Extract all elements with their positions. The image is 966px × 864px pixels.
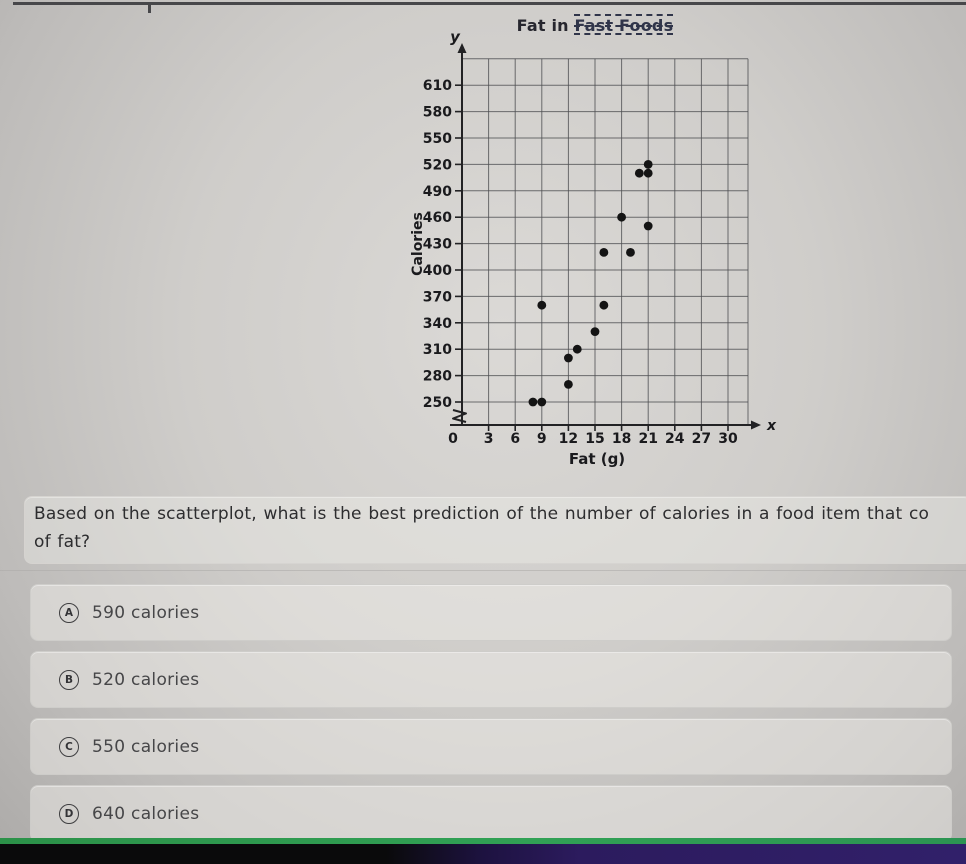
taskbar-fill (0, 844, 966, 864)
option-letter: D (64, 807, 74, 820)
answer-option-d[interactable] (30, 785, 952, 842)
x-axis-arrow (751, 421, 761, 430)
option-label: 550 calories (92, 736, 200, 757)
taskbar (0, 838, 966, 864)
y-tick-label: 400 (422, 263, 452, 279)
option-letter-badge (59, 603, 79, 623)
y-tick-label: 340 (422, 315, 452, 332)
chart-title-prefix: Fat in (516, 16, 575, 35)
y-tick-label: 550 (422, 131, 452, 147)
scatter-point (537, 301, 546, 310)
y-axis-title: Calories (410, 212, 426, 276)
y-tick-label: 460 (422, 210, 452, 227)
y-tick-label: 430 (422, 236, 452, 253)
answer-option-c[interactable] (30, 718, 952, 775)
option-letter: C (65, 740, 73, 753)
scatter-point (564, 380, 573, 389)
x-tick-label: 24 (665, 431, 685, 447)
scatter-point (644, 169, 653, 178)
chart-title (400, 16, 790, 35)
scatter-point (599, 248, 608, 257)
scatter-point (529, 398, 538, 407)
y-tick-label: 520 (422, 157, 452, 174)
option-letter-badge (59, 670, 79, 690)
option-letter: B (64, 673, 73, 686)
x-tick-label: 9 (536, 431, 547, 447)
x-tick-label: 30 (718, 431, 738, 447)
x-tick-label: 15 (585, 431, 605, 447)
x-axis-symbol: x (767, 418, 777, 434)
section-divider (0, 570, 966, 571)
question-line-2: of fat? (34, 532, 91, 552)
window-top-border (13, 2, 966, 5)
scatter-point (635, 169, 644, 178)
scatter-point (617, 213, 626, 222)
x-tick-label: 0 (448, 431, 458, 447)
scatterplot (400, 12, 790, 488)
chart-title-emphasis: Fast Foods (574, 16, 674, 35)
scatter-point (644, 160, 653, 169)
x-axis-title: Fat (g) (568, 450, 626, 468)
option-letter-badge (59, 804, 79, 824)
option-letter: A (64, 606, 74, 619)
y-tick-label: 370 (422, 289, 452, 306)
option-label: 590 calories (92, 602, 200, 623)
x-tick-label: 3 (483, 431, 494, 447)
option-label: 520 calories (92, 669, 200, 690)
question-block (24, 496, 966, 564)
x-tick-label: 27 (691, 431, 712, 447)
y-axis-symbol: y (450, 28, 460, 46)
answer-option-a[interactable] (30, 584, 952, 641)
x-tick-label: 12 (558, 431, 579, 447)
y-tick-label: 490 (422, 183, 452, 200)
axis-break-mark (453, 410, 466, 422)
answer-option-b[interactable] (30, 651, 952, 708)
scatter-point (626, 248, 635, 257)
scatter-point (537, 398, 546, 407)
option-letter-badge (59, 737, 79, 757)
x-tick-label: 21 (638, 431, 658, 447)
x-tick-label: 18 (611, 431, 632, 447)
scatter-point (573, 345, 582, 354)
scatterplot-panel (400, 12, 790, 488)
y-tick-label: 280 (422, 368, 452, 385)
question-line-1: Based on the scatterplot, what is the best prediction of the number of calories in a food item that co (34, 504, 930, 524)
window-top-notch (148, 2, 151, 13)
y-tick-label: 610 (422, 78, 452, 95)
scatter-point (564, 354, 573, 363)
y-tick-label: 250 (422, 395, 452, 411)
y-tick-label: 310 (422, 342, 452, 359)
y-tick-label: 580 (422, 104, 452, 121)
scatter-point (591, 327, 600, 336)
option-label: 640 calories (92, 803, 200, 824)
scatter-point (644, 222, 653, 231)
x-tick-label: 6 (510, 431, 521, 447)
scatter-point (599, 301, 608, 310)
